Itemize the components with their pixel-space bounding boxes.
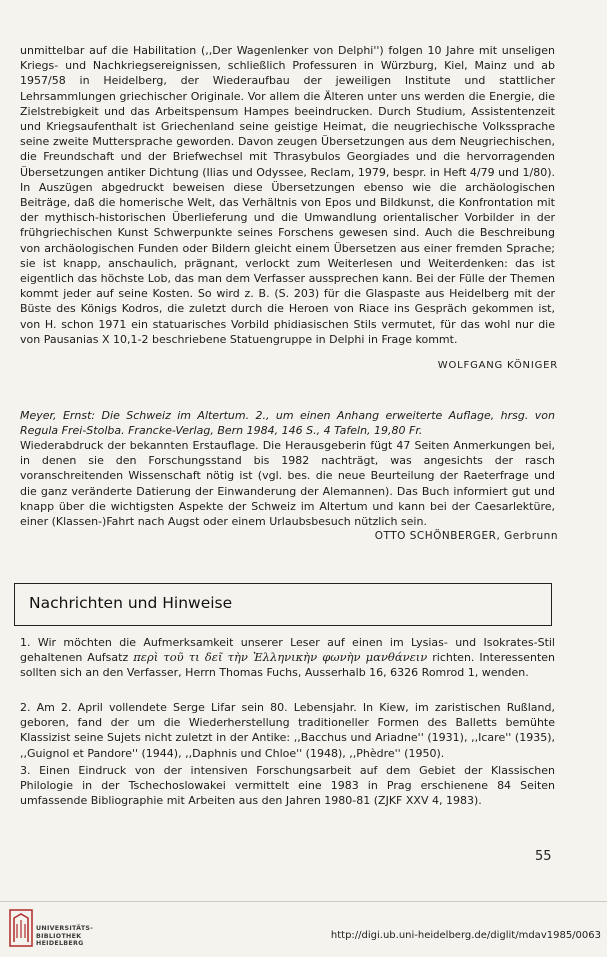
page-number: 55	[535, 849, 552, 864]
news-item-3: 3. Einen Eindruck von der intensiven Forschungsarbeit auf dem Gebiet der Klassischen Philologie in der Tschechoslowakei vermittelt eine 1983 in Prag erschienene 84 Seiten umfassende Bibliographie mit Arbeiten aus den Jahren 1980-81 (ZJKF XXV 4, 1983).	[20, 764, 555, 808]
review-author-signature: WOLFGANG KÖNIGER	[437, 360, 558, 371]
book-citation: Meyer, Ernst: Die Schweiz im Altertum. 2., um einen Anhang erweiterte Auflage, hrsg. von Regula Frei-Stolba. Francke-Verlag, Bern 1984, 146 S., 4 Tafeln, 19,80 Fr.	[20, 409, 555, 438]
review-author-signature: OTTO SCHÖNBERGER, Gerbrunn	[374, 530, 558, 542]
section-title: Nachrichten und Hinweise	[29, 594, 233, 612]
greek-title: περὶ τοῦ τι δεῖ τὴν Ἑλληνικὴν φωνὴν μανθάνειν	[133, 650, 428, 665]
library-name: UNIVERSITÄTS-BIBLIOTHEK HEIDELBERG	[36, 925, 94, 947]
footer-divider	[0, 901, 607, 902]
news-item-1-text: 1. Wir möchten die Aufmerksamkeit unserer Leser auf einen im Lysias- und Isokrates-Stil gehaltenen Aufsatz	[20, 636, 555, 665]
source-url[interactable]: http://digi.ub.uni-heidelberg.de/diglit/mdav1985/0063	[330, 930, 601, 941]
section-heading-box	[14, 583, 552, 626]
review-paragraph: unmittelbar auf die Habilitation (,,Der Wagenlenker von Delphi'') folgen 10 Jahre mit unseligen Kriegs- und Nachkriegsereignissen, schließlich Professuren in Würzburg, Kiel, Mainz und ab 1957/58 in Heidelberg, der Wiederaufbau der jeweiligen Institute und stattlicher Lehrsammlungen griechischer Originale. Vor allem die Älteren unter uns werden die Energie, die Zielstrebigkeit und das Arbeitspensum Hampes beeindrucken. Durch Studium, Assistentenzeit und Kriegsaufenthalt ist Griechenland seine geistige Heimat, die neugriechische Volkssprache seine zweite Muttersprache geworden. Davon zeugen Übersetzungen aus dem Neugriechischen, die Freundschaft und der Briefwechsel mit Thrasybulos Georgiades und die hervorragenden Übersetzungen antiker Dichtung (Ilias und Odyssee, Reclam, 1979, bespr. in Heft 4/79 und 1/80). In Auszügen abgedruckt beweisen diese Übersetzungen ebenso wie die archäologischen Beiträge, daß die homerische Welt, das Verhältnis von Epos und Bildkunst, die Konfrontation mit der mythisch-historischen Überlieferung und die Umwandlung orientalischer Vorbilder in der frühgriechischen Kunst Schwerpunkte seines Forschens gewesen sind. Auch die Beschreibung von archäologischen Funden oder Bildern gleicht einem Übersetzen aus einer fremden Sprache; sie ist knapp, anschaulich, prägnant, verlockt zum Weiterlesen und Weiterdenken: das ist eigentlich das höchste Lob, das man dem Verfasser aussprechen kann. Bei der Fülle der Themen kommt jeder auf seine Kosten. So wird z. B. (S. 203) für die Glaspaste aus Heidelberg mit der Büste des Königs Kodros, die zuletzt durch die Heroen von Riace ins Gespräch gekommen ist, von H. schon 1971 ein statuarisches Vorbild phidiasischen Stils vermutet, für das wohl nur die von Pausanias X 10,1-2 beschriebene Statuengruppe in Delphi in Frage kommt.	[20, 44, 555, 346]
review-paragraph: Wiederabdruck der bekannten Erstauflage. Die Herausgeberin fügt 47 Seiten Anmerkungen bei, in denen sie den Forschungsstand bis 1982 nachträgt, was angesichts der rasch voranschreitenden Wissenschaft nötig ist (vgl. bes. die neue Beurteilung der Raeterfrage und die ganz veränderte Datierung der Einwanderung der Alemannen). Das Buch informiert gut und knapp über die wichtigsten Aspekte der Schweiz im Altertum und kann bei der Caesarlektüre, einer (Klassen-)Fahrt nach Augst oder einem Urlaubsbesuch nützlich sein.	[20, 439, 555, 529]
library-logo-icon	[8, 908, 34, 948]
news-item-1-text-end: richten. Interessenten sollten sich an den Verfasser, Herrn Thomas Fuchs, Ausserhalb 16, 6326 Romrod 1, wenden.	[20, 651, 556, 680]
news-item-2: 2. Am 2. April vollendete Serge Lifar sein 80. Lebensjahr. In Kiew, im zaristischen Rußland, geboren, fand der um die Wiederherstellung traditioneller Formen des Balletts bemühte Klassizist seine Sujets nicht zuletzt in der Antike: ,,Bacchus und Ariadne'' (1931), ,,Icare'' (1935), ,,Guignol et Pandore'' (1944), ,,Daphnis und Chloe'' (1948), ,,Phèdre'' (1950).	[20, 701, 555, 760]
news-item-1	[20, 635, 555, 681]
